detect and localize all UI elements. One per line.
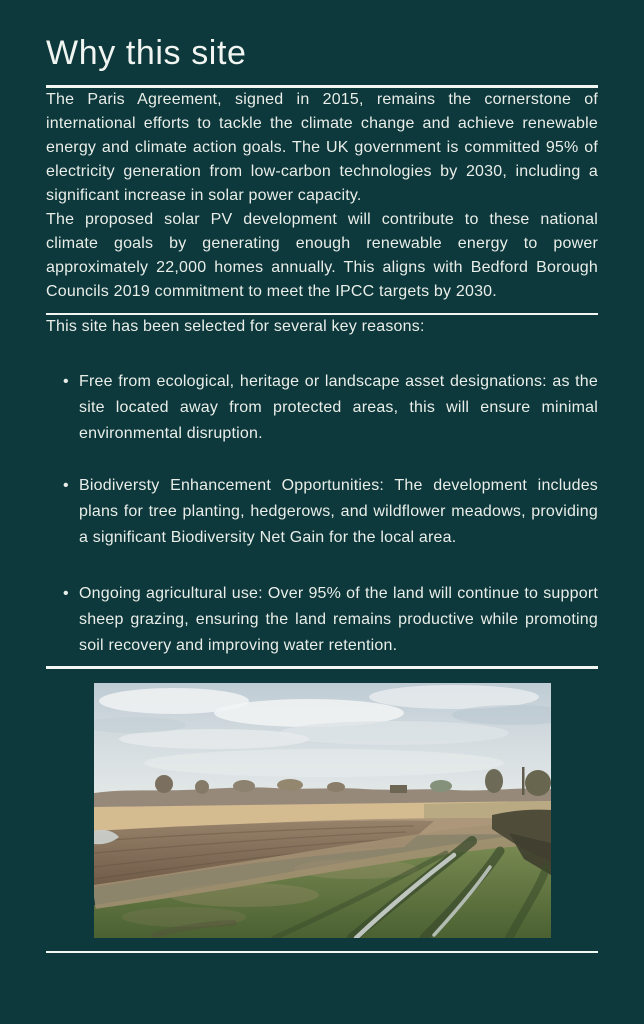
section-divider xyxy=(46,666,598,669)
page-title: Why this site xyxy=(46,34,247,72)
reasons-list xyxy=(46,369,598,659)
list-item-text: Biodiversty Enhancement Opportunities: The development includes plans for tree planting, hedgerows, and wildflower meadows, providing a significant Biodiversity Net Gain for the local area. xyxy=(79,477,598,547)
bullet-icon: • xyxy=(63,373,69,391)
bullet-icon: • xyxy=(63,585,69,603)
footer-divider xyxy=(46,951,598,954)
list-item-text: Ongoing agricultural use: Over 95% of the land will continue to support sheep grazing, ensuring the land remains productive while promoting soil recovery and improving water retention. xyxy=(79,585,598,655)
site-photo xyxy=(94,683,551,938)
list-item-biodiversity xyxy=(63,473,598,551)
list-item-agricultural-use xyxy=(63,581,598,659)
paragraph-paris-agreement: The Paris Agreement, signed in 2015, remains the cornerstone of international efforts to tackle the climate change and achieve renewable energy and climate action goals. The UK government is committed 95% of electricity generation from low-carbon technologies by 2030, including a significant increase in solar power capacity. xyxy=(46,90,598,204)
bullet-icon: • xyxy=(63,477,69,495)
list-item-text: Free from ecological, heritage or landscape asset designations: as the site located away from protected areas, this will ensure minimal environmental disruption. xyxy=(79,373,598,443)
reasons-intro: This site has been selected for several key reasons: xyxy=(46,318,425,336)
list-item-designations xyxy=(63,369,598,447)
paragraph-solar-pv: The proposed solar PV development will contribute to these national climate goals by generating enough renewable energy to power approximately 22,000 homes annually. This aligns with Bedford Borough Councils 2019 commitment to meet the IPCC targets by 2030. xyxy=(46,210,598,300)
